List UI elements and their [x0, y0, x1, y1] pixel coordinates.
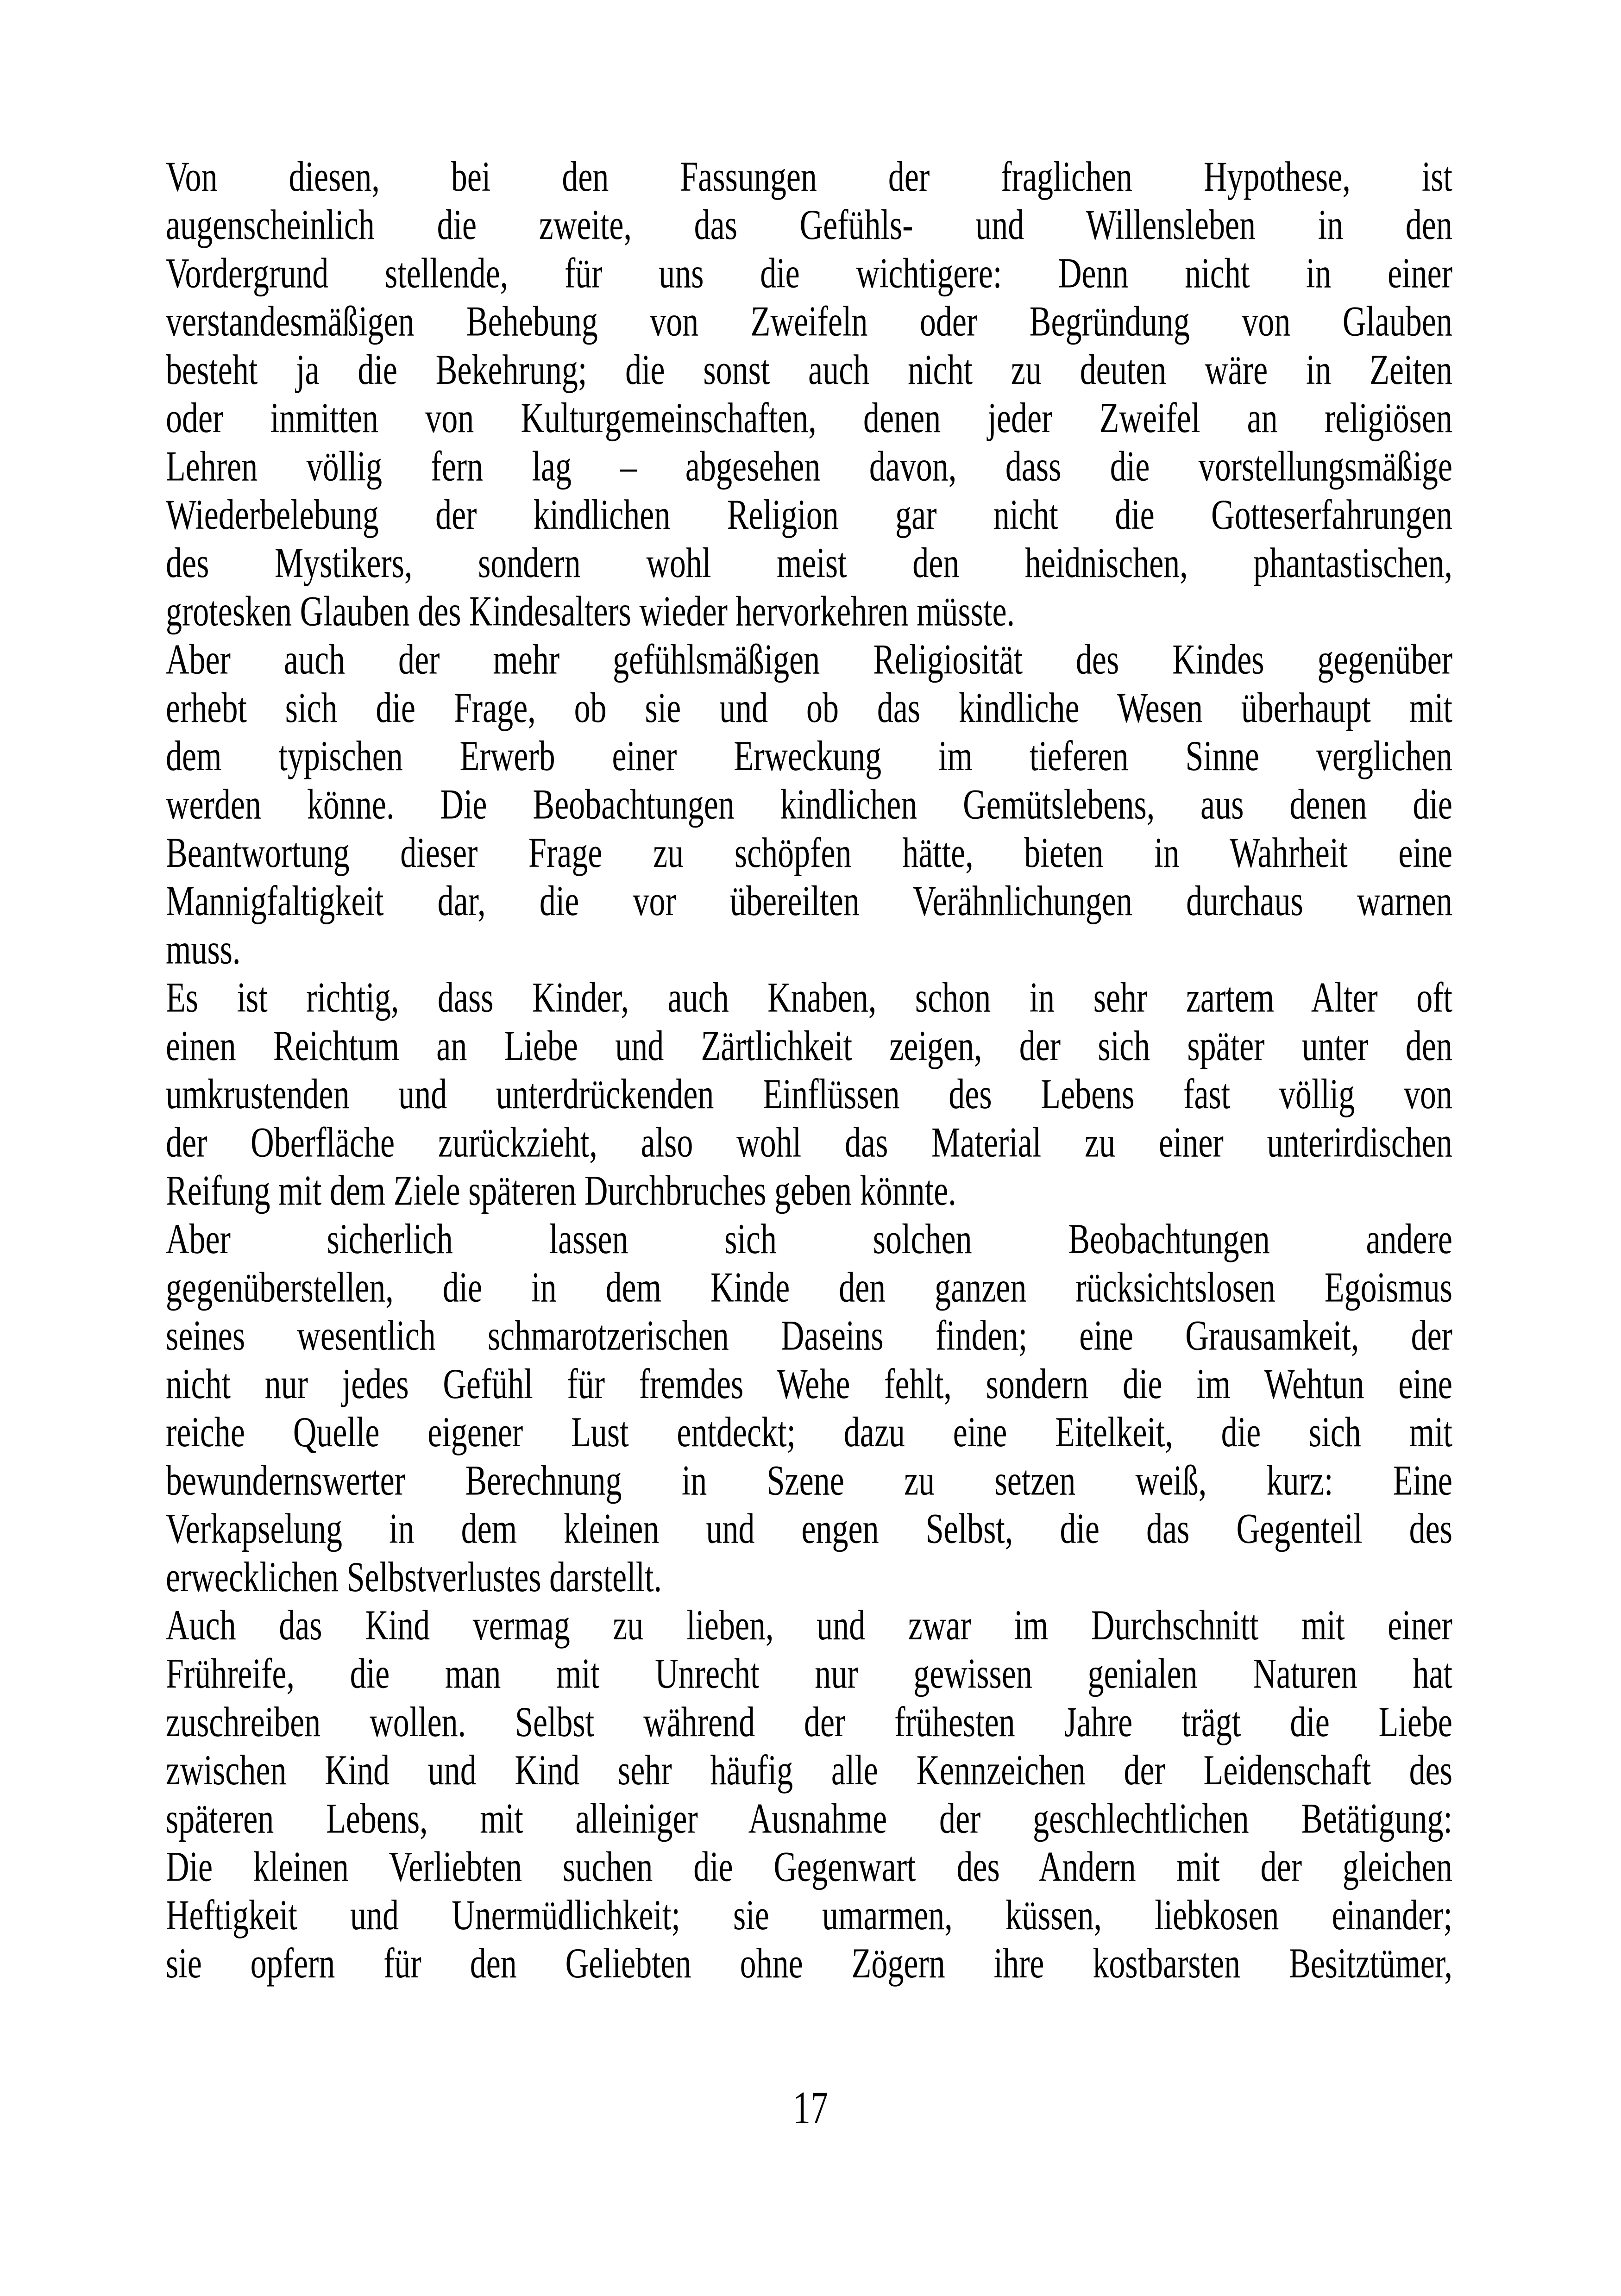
text-line: zwischen Kind und Kind sehr häufig alle Kennzeichen der Leidenschaft des — [166, 1747, 1452, 1794]
text-line: der Oberfläche zurückzieht, also wohl das Material zu einer unterirdischen — [166, 1119, 1452, 1167]
text-line: zuschreiben wollen. Selbst während der frühesten Jahre trägt die Liebe — [166, 1699, 1452, 1746]
text-line: Von diesen, bei den Fassungen der fraglichen Hypothese, ist — [166, 153, 1452, 201]
text-line: Auch das Kind vermag zu lieben, und zwar im Durchschnitt mit einer — [166, 1602, 1452, 1650]
text-line: erwecklichen Selbstverlustes darstellt. — [166, 1554, 662, 1601]
text-line: muss. — [166, 926, 241, 973]
text-line: Frühreife, die man mit Unrecht nur gewissen genialen Naturen hat — [166, 1650, 1452, 1698]
text-line: Wiederbelebung der kindlichen Religion gar nicht die Gotteserfahrungen — [166, 491, 1452, 539]
text-line: umkrustenden und unterdrückenden Einflüssen des Lebens fast völlig von — [166, 1071, 1452, 1118]
text-line: gegenüberstellen, die in dem Kinde den ganzen rücksichtslosen Egoismus — [166, 1264, 1452, 1311]
text-line: bewundernswerter Berechnung in Szene zu setzen weiß, kurz: Eine — [166, 1457, 1452, 1505]
page-number: 17 — [793, 2082, 828, 2134]
text-line: oder inmitten von Kulturgemeinschaften, denen jeder Zweifel an religiösen — [166, 395, 1452, 442]
text-line: besteht ja die Bekehrung; die sonst auch nicht zu deuten wäre in Zeiten — [166, 346, 1452, 394]
text-line: werden könne. Die Beobachtungen kindlichen Gemütslebens, aus denen die — [166, 781, 1452, 828]
text-line: Vordergrund stellende, für uns die wichtigere: Denn nicht in einer — [166, 250, 1452, 297]
text-line: Es ist richtig, dass Kinder, auch Knaben, schon in sehr zartem Alter oft — [166, 974, 1452, 1022]
text-line: grotesken Glauben des Kindesalters wieder hervorkehren müsste. — [166, 588, 1015, 635]
text-line: Verkapselung in dem kleinen und engen Selbst, die das Gegenteil des — [166, 1506, 1452, 1553]
text-line: dem typischen Erwerb einer Erweckung im tieferen Sinne verglichen — [166, 733, 1452, 780]
text-line: erhebt sich die Frage, ob sie und ob das kindliche Wesen überhaupt mit — [166, 684, 1452, 732]
text-line: verstandesmäßigen Behebung von Zweifeln oder Begründung von Glauben — [166, 298, 1452, 345]
text-line: Die kleinen Verliebten suchen die Gegenwart des Andern mit der gleichen — [166, 1844, 1452, 1891]
text-line: Beantwortung dieser Frage zu schöpfen hätte, bieten in Wahrheit eine — [166, 829, 1452, 877]
text-line: Lehren völlig fern lag – abgesehen davon, dass die vorstellungsmäßige — [166, 443, 1452, 490]
text-line: Aber auch der mehr gefühlsmäßigen Religiosität des Kindes gegenüber — [166, 636, 1452, 684]
text-block — [166, 153, 1452, 1988]
text-line: Heftigkeit und Unermüdlichkeit; sie umarmen, küssen, liebkosen einander; — [166, 1892, 1452, 1939]
text-line: reiche Quelle eigener Lust entdeckt; dazu eine Eitelkeit, die sich mit — [166, 1409, 1452, 1456]
text-line: Reifung mit dem Ziele späteren Durchbruches geben könnte. — [166, 1167, 956, 1215]
paragraph — [166, 1601, 1452, 1843]
paragraph — [166, 974, 1452, 1215]
text-line: einen Reichtum an Liebe und Zärtlichkeit zeigen, der sich später unter den — [166, 1023, 1452, 1070]
text-line: des Mystikers, sondern wohl meist den heidnischen, phantastischen, — [166, 539, 1452, 587]
text-line: nicht nur jedes Gefühl für fremdes Wehe fehlt, sondern die im Wehtun eine — [166, 1361, 1452, 1408]
text-line: seines wesentlich schmarotzerischen Daseins finden; eine Grausamkeit, der — [166, 1312, 1452, 1360]
paragraph — [166, 1215, 1452, 1601]
text-line: Mannigfaltigkeit dar, die vor übereilten Verähnlichungen durchaus warnen — [166, 878, 1452, 925]
paragraph — [166, 153, 1452, 636]
text-line: sie opfern für den Geliebten ohne Zögern ihre kostbarsten Besitztümer, — [166, 1940, 1452, 1988]
paragraph — [166, 1843, 1452, 1988]
text-line: Aber sicherlich lassen sich solchen Beobachtungen andere — [166, 1216, 1452, 1263]
text-line: späteren Lebens, mit alleiniger Ausnahme der geschlechtlichen Betätigung: — [166, 1795, 1452, 1843]
text-line: augenscheinlich die zweite, das Gefühls- und Willensleben in den — [166, 201, 1452, 249]
paragraph — [166, 636, 1452, 974]
